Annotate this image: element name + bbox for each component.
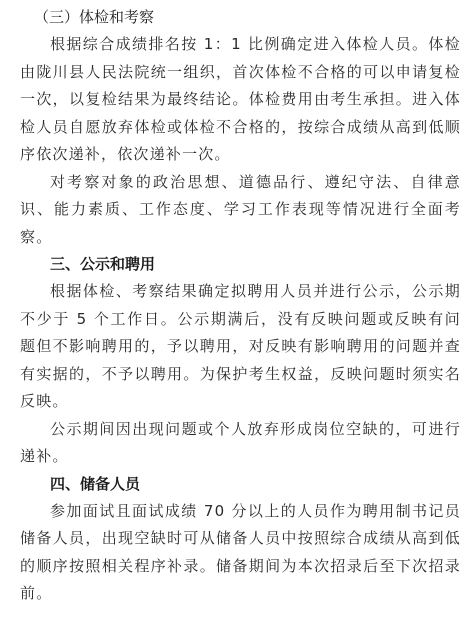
paragraph-inspection: 对考察对象的政治思想、道德品行、遵纪守法、自律意识、能力素质、工作态度、学习工作表现等情况进行全面考察。	[20, 172, 461, 246]
paragraph-reserve: 参加面试且面试成绩 70 分以上的人员作为聘用制书记员储备人员，出现空缺时可从储备人员中按照综合成绩从高到低的顺序按照相关程序补录。储备期间为本次招录后至下次招录前。	[20, 501, 461, 602]
paragraph-vacancy-fill: 公示期间因出现问题或个人放弃形成岗位空缺的，可进行递补。	[20, 419, 461, 465]
section-heading-reserve: 四、储备人员	[50, 474, 141, 493]
paragraph-physical-exam: 根据综合成绩排名按 1：1 比例确定进入体检人员。体检由陇川县人民法院统一组织，首次体检不合格的可以申请复检一次，以复检结果为最终结论。体检费用由考生承担。进入体检人员自愿放弃体检或体检不合格的，按综合成绩从高到低顺序依次递补，依次递补一次。	[20, 35, 461, 163]
paragraph-publicity: 根据体检、考察结果确定拟聘用人员并进行公示，公示期不少于 5 个工作日。公示期满后，没有反映问题或反映有问题但不影响聘用的，予以聘用，对反映有影响聘用的问题并查有实据的，不予以聘用。为保护考生权益，反映问题时须实名反映。	[20, 282, 461, 410]
section-heading-publicity: 三、公示和聘用	[50, 255, 156, 273]
section-heading-physical-exam: （三）体检和考察	[34, 8, 155, 26]
